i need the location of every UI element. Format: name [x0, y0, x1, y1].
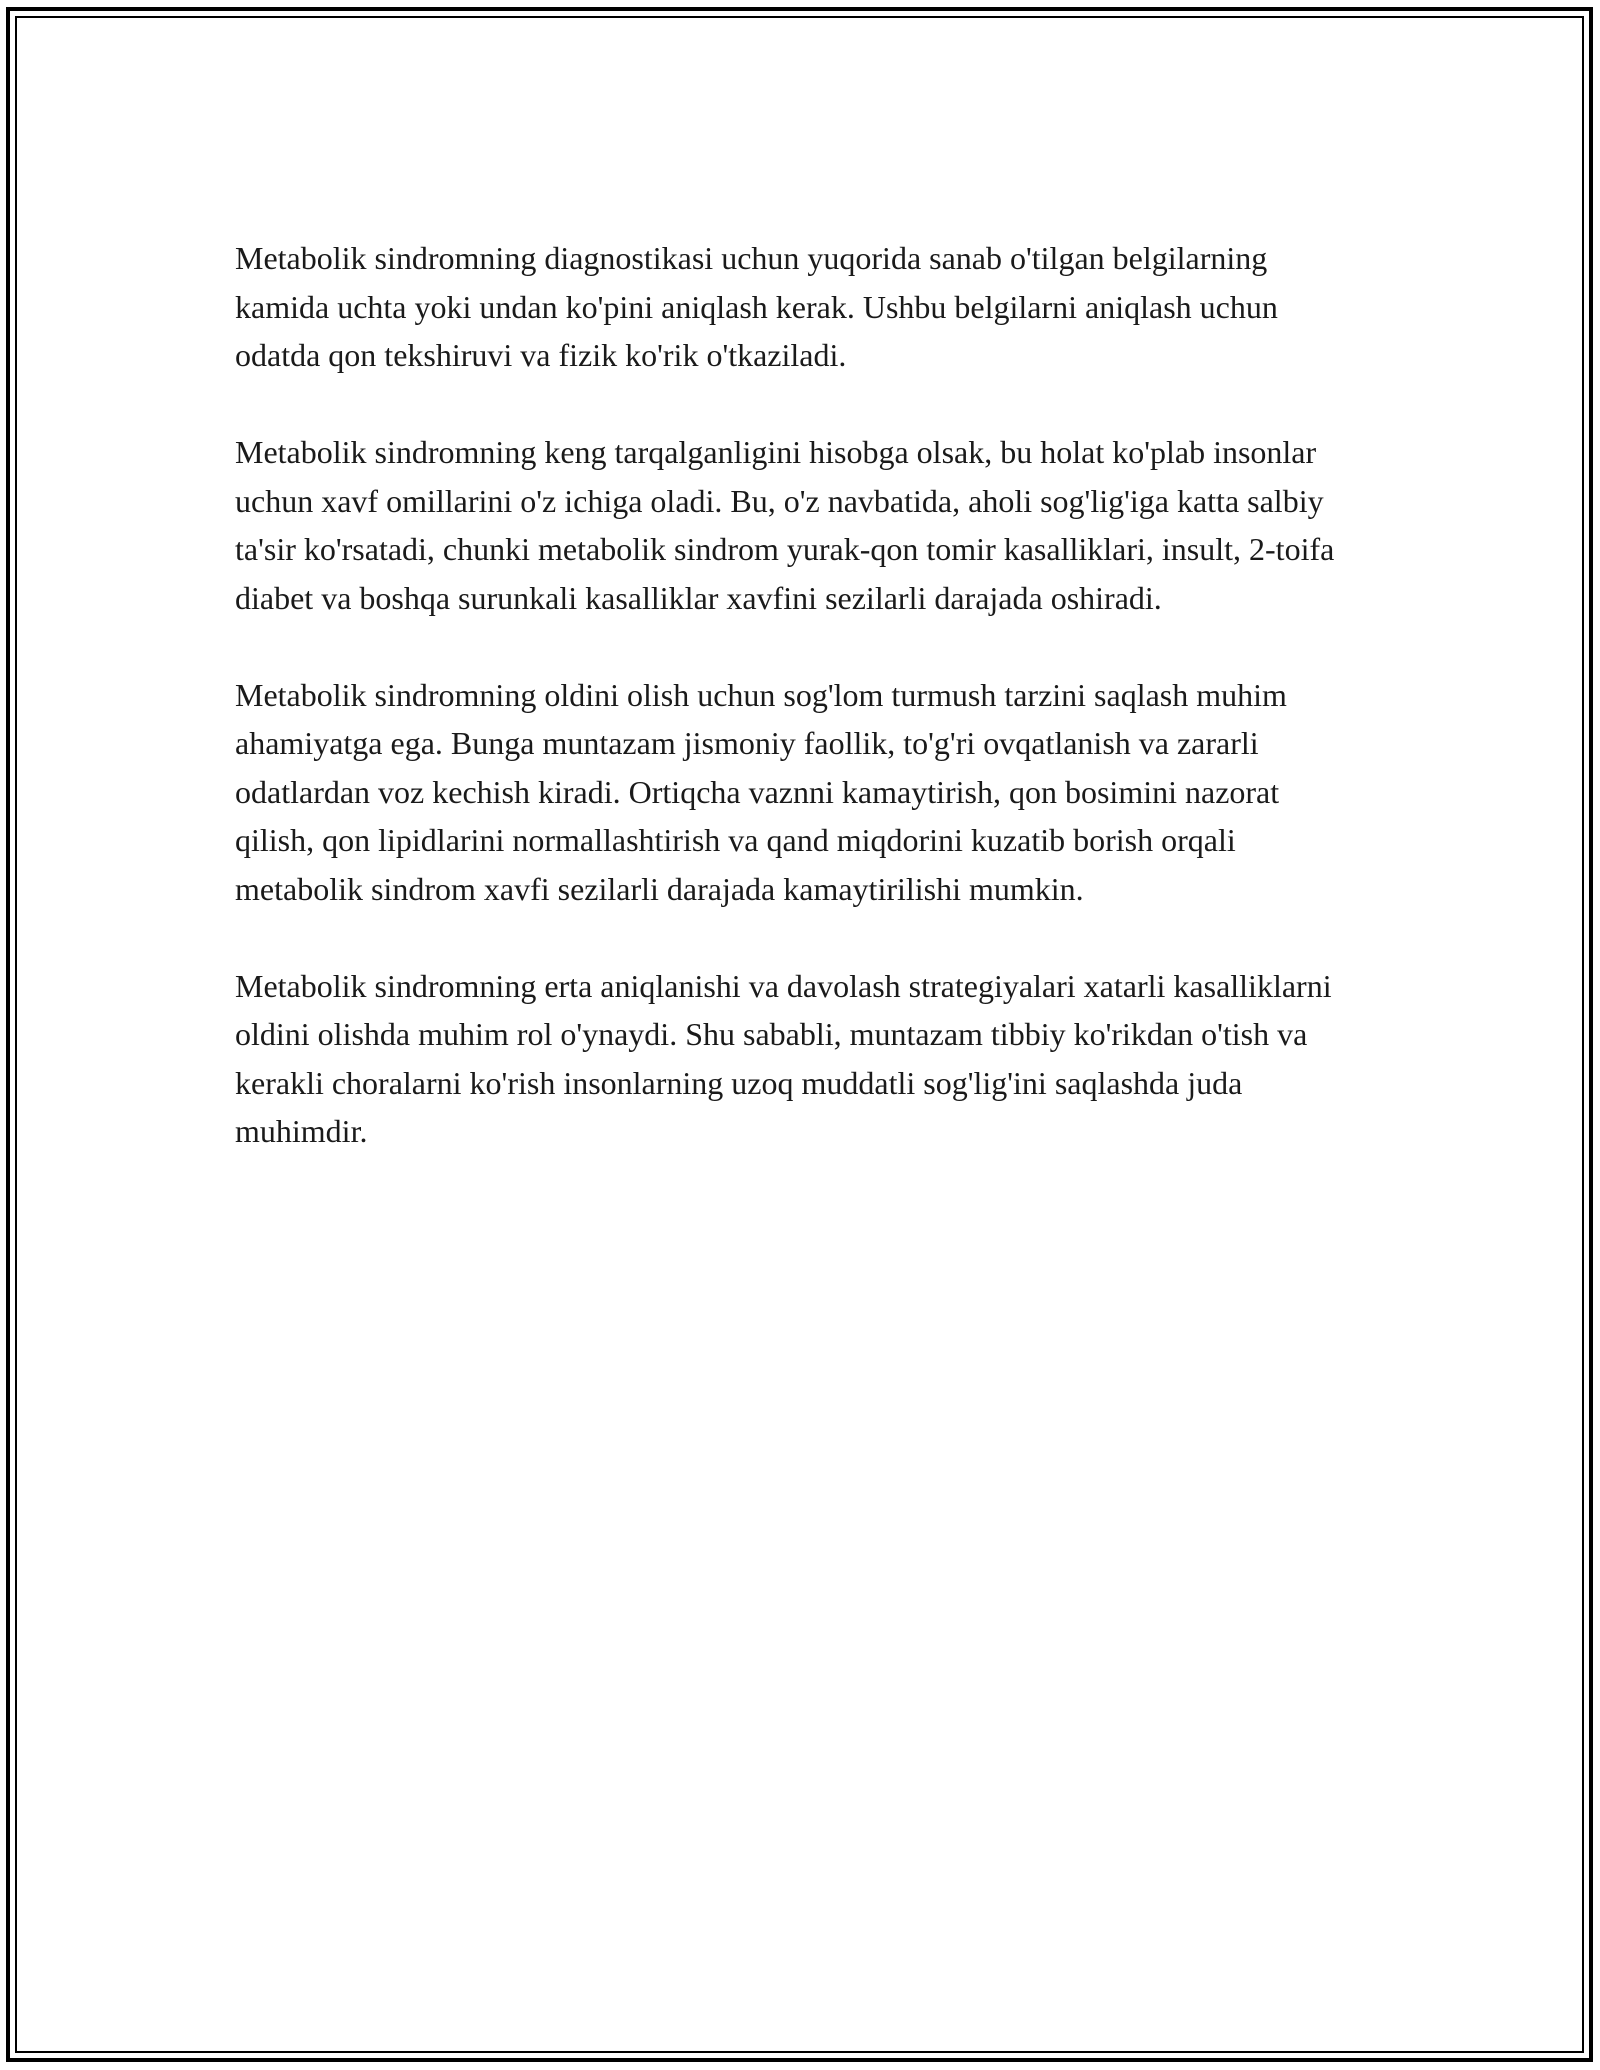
paragraph-prevalence: Metabolik sindromning keng tarqalganligini hisobga olsak, bu holat ko'plab insonlar uchun xavf omillarini o'z ichiga oladi. Bu, o'z navbatida, aholi sog'lig'iga katta salbiy ta'sir ko'rsatadi, chunki metabolik sindrom yurak-qon tomir kasalliklari, insult, 2-toifa diabet va boshqa surunkali kasalliklar xavfini sezilarli darajada oshiradi.: [235, 434, 1335, 616]
document-body: [235, 234, 1365, 1156]
paragraph-prevention: Metabolik sindromning oldini olish uchun sog'lom turmush tarzini saqlash muhim ahamiyatga ega. Bunga muntazam jismoniy faollik, to'g'ri ovqatlanish va zararli odatlardan voz kechish kiradi. Ortiqcha vaznni kamaytirish, qon bosimini nazorat qilish, qon lipidlarini normallashtirish va qand miqdorini kuzatib borish orqali metabolik sindrom xavfi sezilarli darajada kamaytirilishi mumkin.: [235, 676, 1287, 907]
paragraph-early-detection: Metabolik sindromning erta aniqlanishi va davolash strategiyalari xatarli kasalliklarni oldini olishda muhim rol o'ynaydi. Shu sababli, muntazam tibbiy ko'rikdan o'tish va kerakli choralarni ko'rish insonlarning uzoq muddatli sog'lig'ini saqlashda juda muhimdir.: [235, 967, 1332, 1149]
paragraph-diagnostics: Metabolik sindromning diagnostikasi uchun yuqorida sanab o'tilgan belgilarning kamida uchta yoki undan ko'pini aniqlash kerak. Ushbu belgilarni aniqlash uchun odatda qon tekshiruvi va fizik ko'rik o'tkaziladi.: [235, 240, 1278, 373]
